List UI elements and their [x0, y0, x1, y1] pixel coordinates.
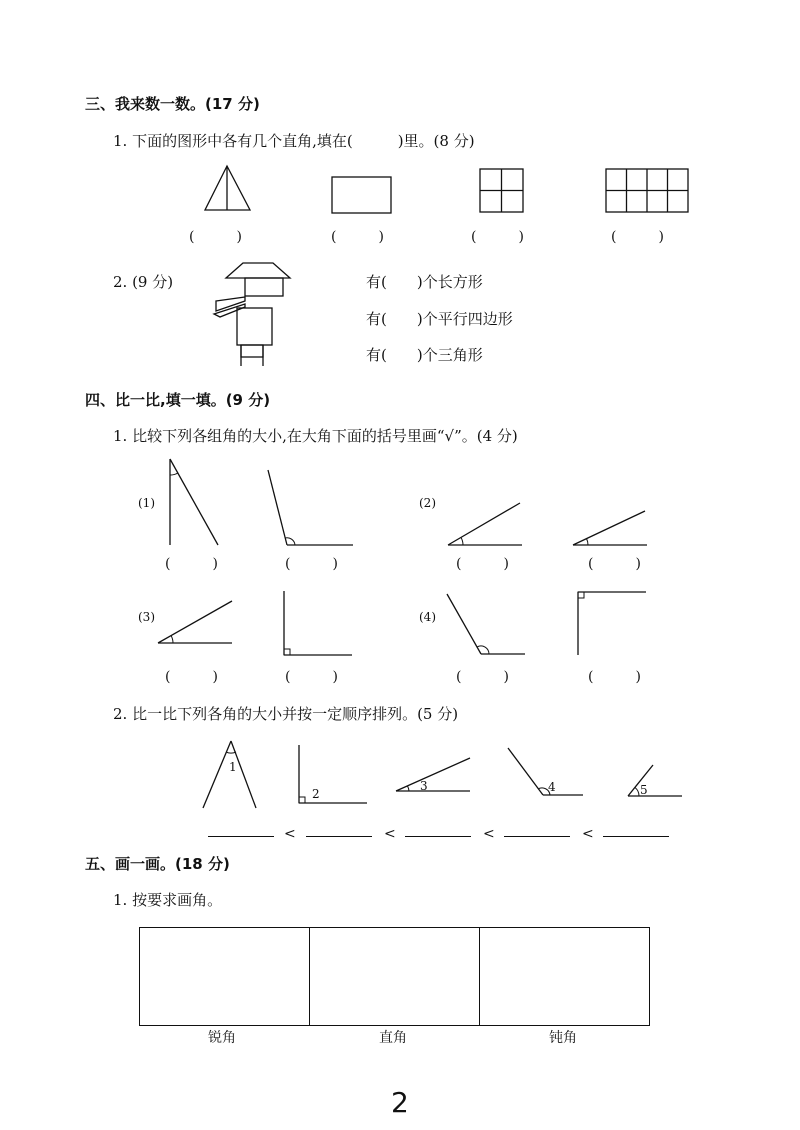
triangle-figure [203, 163, 253, 213]
count-triangles: 有( )个三角形 [366, 346, 483, 364]
group-label: (4) [419, 610, 436, 624]
angle-2a-figure [445, 500, 525, 550]
square-grid-figure [479, 168, 525, 214]
answer-blank[interactable]: ( ) [165, 669, 218, 685]
answer-blank[interactable]: ( ) [285, 669, 338, 685]
order-blank[interactable] [208, 836, 274, 837]
house-figure [212, 260, 296, 370]
angle-2-figure [295, 742, 370, 806]
section-3-title: 三、我来数一数。(17 分) [85, 95, 260, 113]
drawing-box-obtuse[interactable] [480, 928, 649, 1025]
order-blank[interactable] [405, 836, 471, 837]
box-label-obtuse: 钝角 [549, 1030, 577, 1046]
angle-3b-figure [280, 588, 355, 658]
count-parallelograms: 有( )个平行四边形 [366, 310, 513, 328]
less-than-sign: < [384, 826, 396, 842]
count-rectangles: 有( )个长方形 [366, 273, 483, 291]
answer-blank[interactable]: ( ) [588, 669, 641, 685]
answer-blank[interactable]: ( ) [611, 229, 664, 245]
angle-4a-figure [443, 590, 528, 658]
drawing-boxes [139, 927, 650, 1026]
answer-blank[interactable]: ( ) [189, 229, 242, 245]
order-blank[interactable] [504, 836, 570, 837]
section-5-title: 五、画一画。(18 分) [85, 855, 230, 873]
answer-blank[interactable]: ( ) [331, 229, 384, 245]
angle-4-figure [505, 745, 585, 797]
angle-3-figure [393, 755, 473, 795]
angle-label-5: 5 [640, 783, 648, 797]
rectangle-grid-figure [605, 168, 691, 214]
angle-5-figure [625, 762, 685, 798]
answer-blank[interactable]: ( ) [165, 556, 218, 572]
answer-blank[interactable]: ( ) [471, 229, 524, 245]
page-number: 2 [391, 1086, 409, 1119]
angle-label-3: 3 [420, 779, 428, 793]
question-4-2-text: 2. 比一比下列各角的大小并按一定顺序排列。(5 分) [113, 705, 459, 723]
angle-label-2: 2 [312, 787, 320, 801]
angle-1a-figure [160, 455, 230, 550]
drawing-box-right[interactable] [310, 928, 480, 1025]
rectangle-figure [331, 176, 393, 216]
answer-blank[interactable]: ( ) [588, 556, 641, 572]
box-label-right: 直角 [379, 1030, 407, 1046]
question-3-2-label: 2. (9 分) [113, 273, 174, 291]
answer-blank[interactable]: ( ) [285, 556, 338, 572]
group-label: (1) [138, 496, 155, 510]
angle-3a-figure [155, 598, 235, 648]
question-4-1-text: 1. 比较下列各组角的大小,在大角下面的括号里画“√”。(4 分) [113, 427, 518, 445]
angle-label-1: 1 [229, 760, 237, 774]
angle-1-figure [200, 738, 260, 810]
angle-label-4: 4 [548, 780, 556, 794]
angle-2b-figure [570, 508, 650, 550]
drawing-box-acute[interactable] [140, 928, 310, 1025]
angle-1b-figure [263, 465, 358, 550]
group-label: (3) [138, 610, 155, 624]
section-4-title: 四、比一比,填一填。(9 分) [85, 391, 271, 409]
angle-4b-figure [574, 588, 649, 658]
less-than-sign: < [284, 826, 296, 842]
less-than-sign: < [582, 826, 594, 842]
answer-blank[interactable]: ( ) [456, 556, 509, 572]
group-label: (2) [419, 496, 436, 510]
question-3-1-text: 1. 下面的图形中各有几个直角,填在( )里。(8 分) [113, 132, 475, 150]
order-blank[interactable] [603, 836, 669, 837]
answer-blank[interactable]: ( ) [456, 669, 509, 685]
question-5-1-text: 1. 按要求画角。 [113, 891, 223, 909]
order-blank[interactable] [306, 836, 372, 837]
box-label-acute: 锐角 [208, 1030, 236, 1046]
less-than-sign: < [483, 826, 495, 842]
